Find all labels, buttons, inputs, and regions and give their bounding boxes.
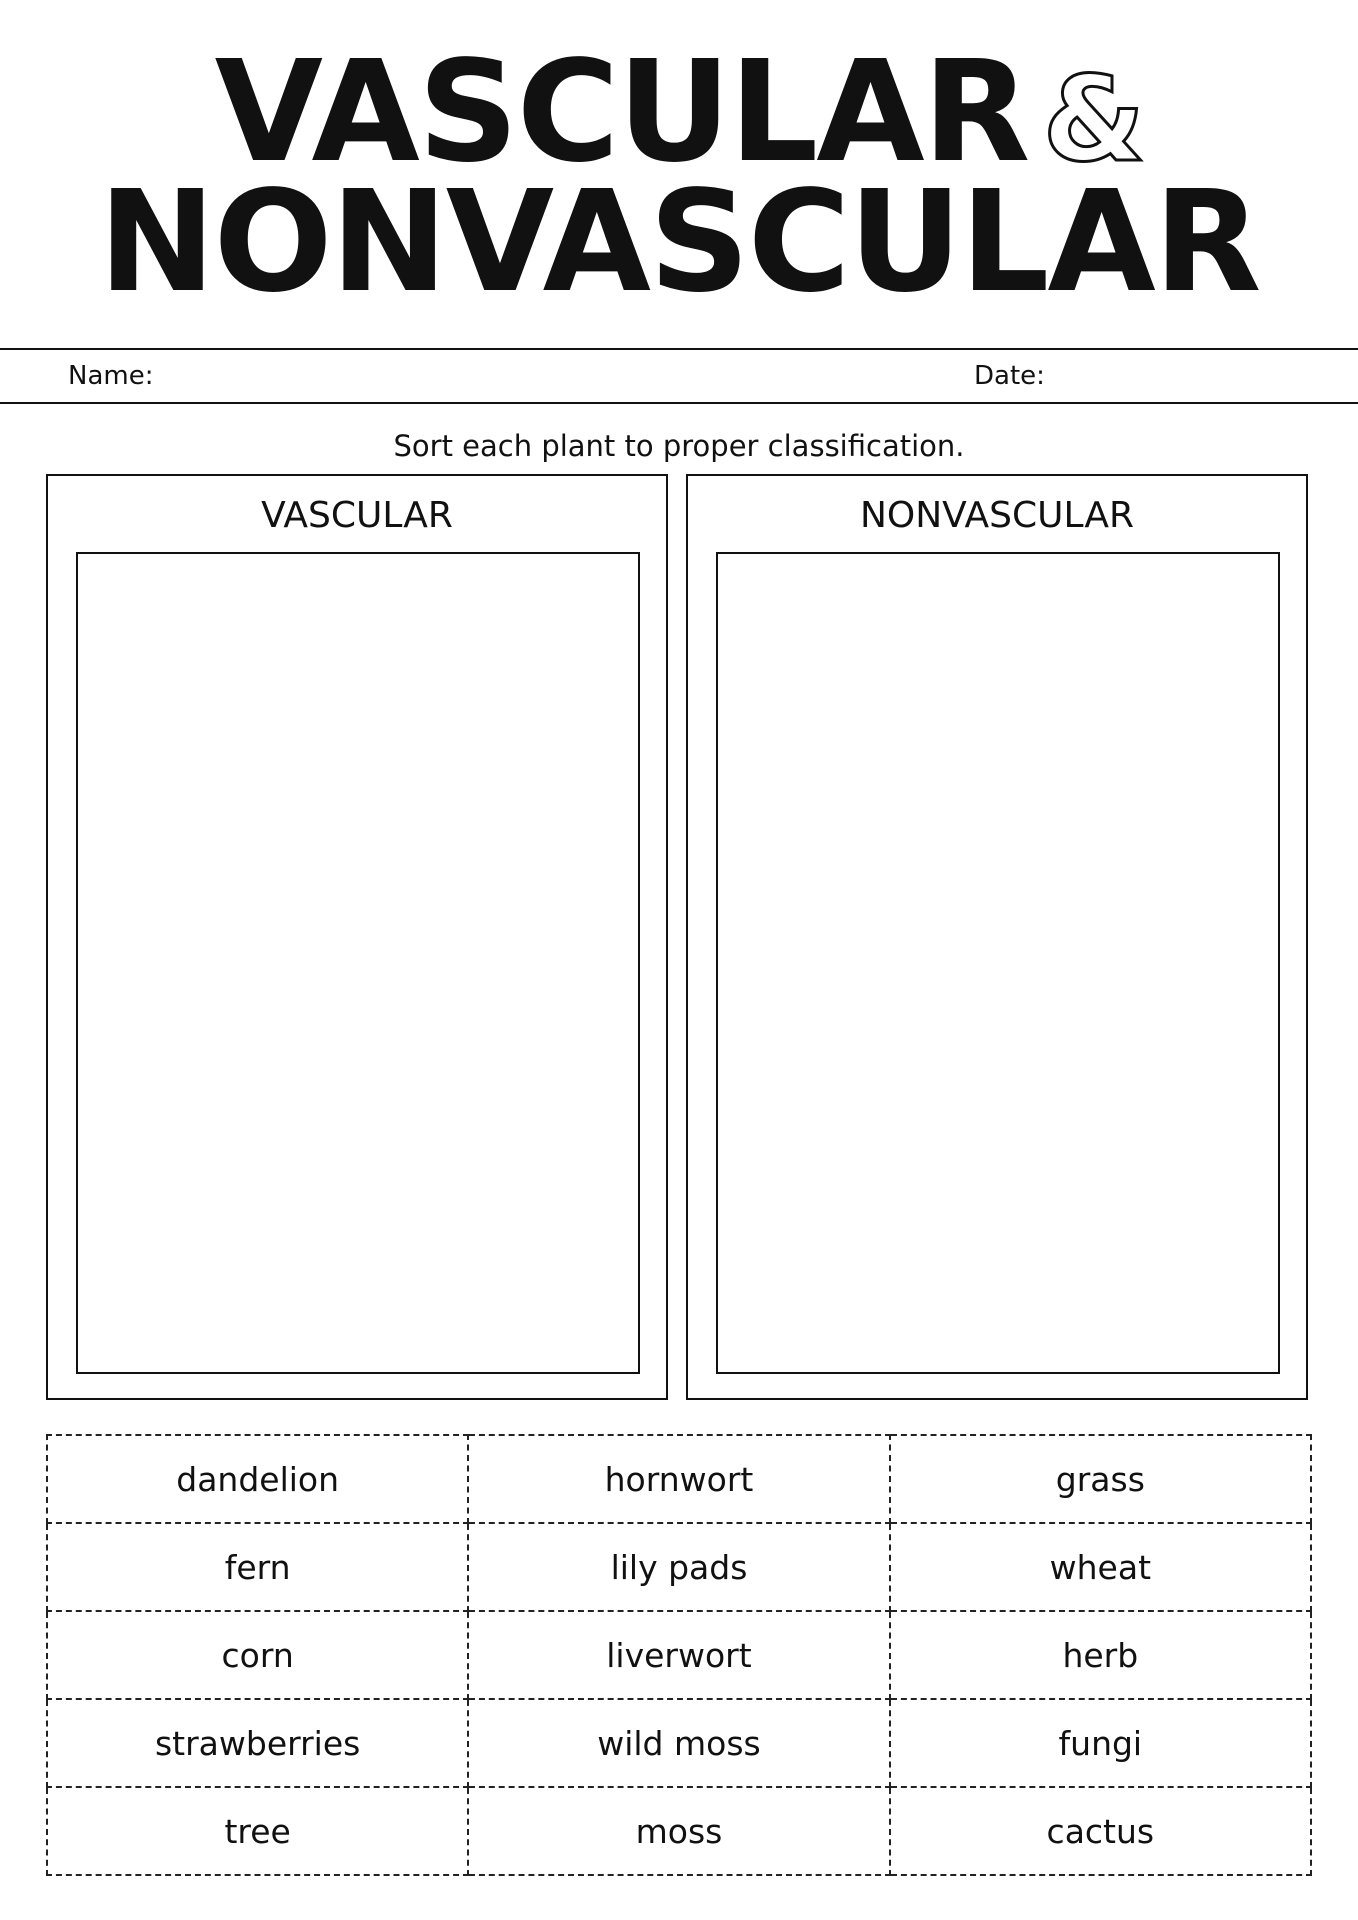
vascular-panel [46,474,668,1400]
plant-card[interactable]: hornwort [468,1435,889,1523]
card-row [47,1611,1311,1699]
nonvascular-panel [686,474,1308,1400]
plant-card[interactable]: liverwort [468,1611,889,1699]
plant-card[interactable]: herb [890,1611,1311,1699]
bottom-divider [0,402,1358,404]
cut-out-cards-grid [46,1434,1312,1876]
name-label: Name: [68,361,154,391]
title-line-2: NONVASCULAR [98,161,1260,324]
plant-card[interactable]: cactus [890,1787,1311,1875]
top-divider [0,348,1358,350]
plant-card[interactable]: grass [890,1435,1311,1523]
plant-card[interactable]: fungi [890,1699,1311,1787]
card-row [47,1699,1311,1787]
plant-card[interactable]: dandelion [47,1435,468,1523]
instruction-text: Sort each plant to proper classification. [393,429,965,463]
plant-card[interactable]: strawberries [47,1699,468,1787]
nonvascular-drop-area[interactable] [716,552,1280,1374]
date-label: Date: [974,361,1045,391]
plant-card[interactable]: fern [47,1523,468,1611]
plant-card[interactable]: lily pads [468,1523,889,1611]
plant-card[interactable]: tree [47,1787,468,1875]
plant-card[interactable]: corn [47,1611,468,1699]
vascular-drop-area[interactable] [76,552,640,1374]
card-row [47,1523,1311,1611]
title-word-vascular: VASCULAR [214,31,1029,194]
title-ampersand: & [1042,50,1144,188]
card-row [47,1435,1311,1523]
card-row [47,1787,1311,1875]
plant-card[interactable]: wild moss [468,1699,889,1787]
vascular-panel-title: VASCULAR [261,495,453,536]
plant-card[interactable]: moss [468,1787,889,1875]
nonvascular-panel-title: NONVASCULAR [859,495,1134,536]
plant-card[interactable]: wheat [890,1523,1311,1611]
